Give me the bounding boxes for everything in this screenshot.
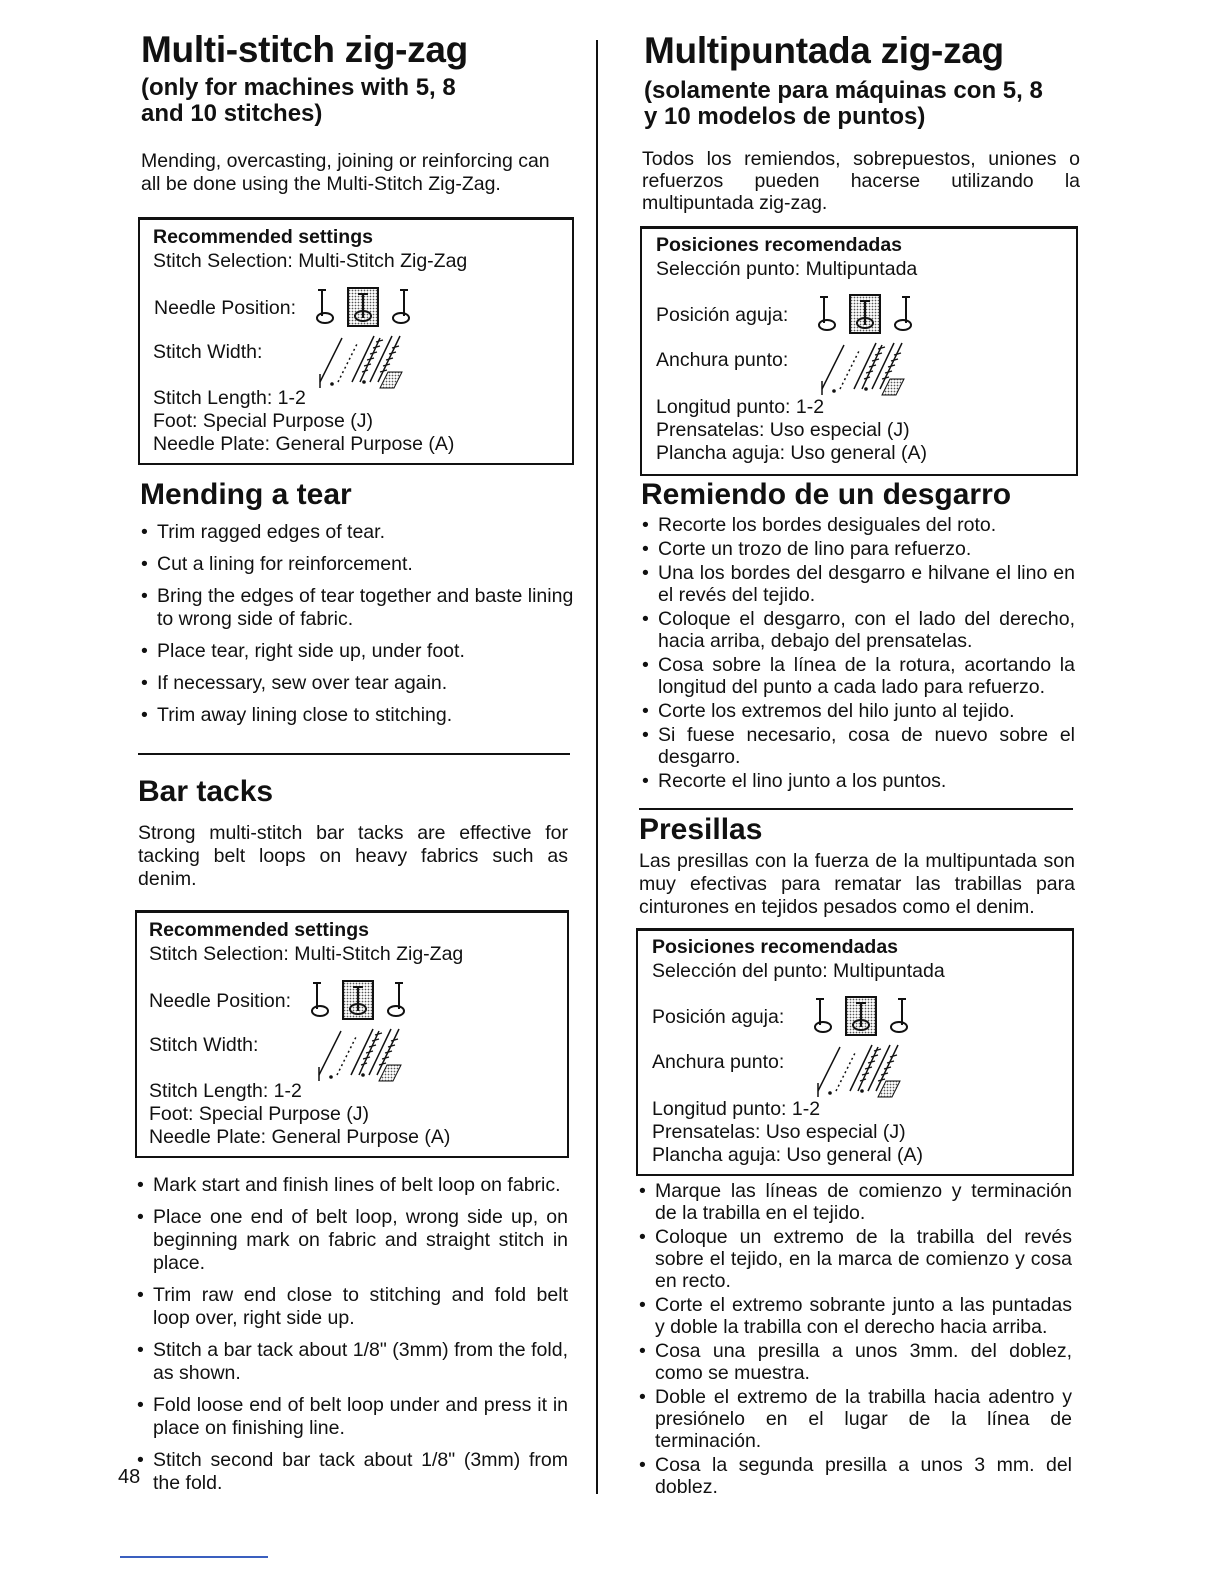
- recommended-settings-box: [640, 226, 1078, 476]
- section-divider: [138, 753, 570, 755]
- mending-heading: Mending a tear: [140, 478, 352, 511]
- list-item: • Una los bordes del desgarro e hilvane el lino en el revés del tejido.: [641, 562, 1075, 606]
- settings-heading: Posiciones recomendadas: [652, 936, 899, 958]
- stitch-width-label: Stitch Width:: [149, 1034, 259, 1056]
- needle-position-icon: [307, 979, 419, 1023]
- list-item: • Place one end of belt loop, wrong side up, on beginning mark on fabric and straight stitch in place.: [136, 1206, 568, 1275]
- list-item: • Coloque un extremo de la trabilla del revés sobre el tejido, en la marca de comienzo y cosa en recto.: [638, 1226, 1072, 1292]
- settings-heading: Recommended settings: [149, 919, 369, 941]
- subtitle-line: y 10 modelos de puntos): [644, 103, 926, 130]
- footer-rule: [120, 1556, 268, 1558]
- bar-tacks-heading: Bar tacks: [138, 775, 274, 808]
- needle-position-icon: [810, 995, 922, 1039]
- bar-tack-steps: [136, 1174, 568, 1495]
- list-item: • Fold loose end of belt loop under and press it in place on finishing line.: [136, 1394, 568, 1440]
- list-item: • Doble el extremo de la trabilla hacia adentro y presiónelo en el lugar de la línea de terminación.: [638, 1386, 1072, 1452]
- needle-position-label: Posición aguja:: [652, 1005, 785, 1028]
- stitch-selection: Selección del punto: Multipuntada: [652, 960, 945, 982]
- page-subtitle: [141, 75, 456, 127]
- section-divider: [639, 808, 1073, 810]
- subtitle-line: (only for machines with 5, 8: [141, 74, 456, 101]
- bar-tacks-heading: Presillas: [639, 813, 763, 846]
- list-item: • Cosa sobre la línea de la rotura, acortando la longitud del punto a cada lado para refuerzo.: [641, 654, 1075, 698]
- stitch-width-label: Stitch Width:: [153, 341, 263, 363]
- list-item: • Stitch a bar tack about 1/8" (3mm) from the fold, as shown.: [136, 1339, 568, 1385]
- list-item: • Corte los extremos del hilo junto al tejido.: [641, 700, 1075, 722]
- mending-heading: Remiendo de un desgarro: [641, 478, 1012, 511]
- needle-position-label: Posición aguja:: [656, 303, 789, 326]
- list-item: • Cosa la segunda presilla a unos 3 mm. del doblez.: [638, 1454, 1072, 1498]
- needle-position-row: [652, 995, 922, 1039]
- needle-position-row: [149, 979, 419, 1023]
- page-number: 48: [118, 1466, 141, 1488]
- needle-plate: Plancha aguja: Uso general (A): [652, 1144, 923, 1166]
- needle-position-label: Needle Position:: [149, 989, 292, 1012]
- settings-heading: Posiciones recomendadas: [656, 234, 903, 256]
- list-item: • Si fuese necesario, cosa de nuevo sobre el desgarro.: [641, 724, 1075, 768]
- subtitle-line: (solamente para máquinas con 5, 8: [644, 77, 1043, 104]
- stitch-width-label: Anchura punto:: [656, 349, 789, 371]
- list-item: • Corte un trozo de lino para refuerzo.: [641, 538, 1075, 560]
- stitch-selection: Stitch Selection: Multi-Stitch Zig-Zag: [153, 250, 468, 272]
- list-item: • Cosa una presilla a unos 3mm. del doblez, como se muestra.: [638, 1340, 1072, 1384]
- stitch-length: Stitch Length: 1-2: [149, 1080, 302, 1102]
- stitch-width-icon: [814, 1041, 906, 1099]
- page-subtitle: [644, 78, 1043, 130]
- bar-tack-steps: [638, 1180, 1072, 1498]
- bar-tacks-intro: Las presillas con la fuerza de la multipuntada son muy efectivas para rematar las trabillas para cinturones en tejidos pesados como el denim.: [639, 850, 1075, 918]
- list-item: • Marque las líneas de comienzo y terminación de la trabilla en el tejido.: [638, 1180, 1072, 1224]
- stitch-selection: Selección punto: Multipuntada: [656, 258, 918, 280]
- list-item: • Place tear, right side up, under foot.: [140, 640, 578, 663]
- stitch-width-icon: [316, 332, 408, 390]
- needle-position-label: Needle Position:: [154, 296, 297, 319]
- needle-position-row: [656, 293, 926, 337]
- needle-plate: Plancha aguja: Uso general (A): [656, 442, 927, 464]
- needle-plate: Needle Plate: General Purpose (A): [149, 1126, 451, 1148]
- stitch-width-icon: [315, 1025, 407, 1083]
- presser-foot: Foot: Special Purpose (J): [149, 1103, 370, 1125]
- list-item: • Bring the edges of tear together and baste lining to wrong side of fabric.: [140, 585, 578, 631]
- recommended-settings-box: [135, 910, 569, 1158]
- stitch-width-label: Anchura punto:: [652, 1051, 785, 1073]
- intro-paragraph: Mending, overcasting, joining or reinforcing can all be done using the Multi-Stitch Zig-Zag.: [141, 150, 550, 195]
- list-item: • Cut a lining for reinforcement.: [140, 553, 578, 576]
- page-title: Multi-stitch zig-zag: [141, 29, 468, 70]
- list-item: • Trim raw end close to stitching and fold belt loop over, right side up.: [136, 1284, 568, 1330]
- list-item: • Coloque el desgarro, con el lado del derecho, hacia arriba, debajo del prensatelas.: [641, 608, 1075, 652]
- needle-position-icon: [814, 293, 926, 337]
- settings-heading: Recommended settings: [153, 226, 373, 248]
- mending-steps: [140, 521, 578, 727]
- mending-steps: [641, 514, 1075, 792]
- list-item: • Recorte los bordes desiguales del roto.: [641, 514, 1075, 536]
- column-divider: [596, 40, 598, 1494]
- list-item: • Recorte el lino junto a los puntos.: [641, 770, 1075, 792]
- stitch-length: Longitud punto: 1-2: [656, 396, 825, 418]
- list-item: • If necessary, sew over tear again.: [140, 672, 578, 695]
- presser-foot: Prensatelas: Uso especial (J): [652, 1121, 906, 1143]
- needle-position-row: [154, 286, 424, 330]
- recommended-settings-box: [138, 217, 574, 465]
- presser-foot: Prensatelas: Uso especial (J): [656, 419, 910, 441]
- presser-foot: Foot: Special Purpose (J): [153, 410, 374, 432]
- needle-plate: Needle Plate: General Purpose (A): [153, 433, 455, 455]
- recommended-settings-box: [636, 928, 1074, 1176]
- list-item: • Trim away lining close to stitching.: [140, 704, 578, 727]
- intro-paragraph: Todos los remiendos, sobrepuestos, uniones o refuerzos pueden hacerse utilizando la multipuntada zig-zag.: [642, 148, 1080, 214]
- stitch-selection: Stitch Selection: Multi-Stitch Zig-Zag: [149, 943, 464, 965]
- stitch-width-icon: [818, 339, 910, 397]
- stitch-length: Longitud punto: 1-2: [652, 1098, 821, 1120]
- list-item: • Corte el extremo sobrante junto a las puntadas y doble la trabilla con el derecho hacia arriba.: [638, 1294, 1072, 1338]
- list-item: • Stitch second bar tack about 1/8" (3mm) from the fold.: [136, 1449, 568, 1495]
- subtitle-line: and 10 stitches): [141, 100, 323, 127]
- page-title: Multipuntada zig-zag: [644, 30, 1004, 71]
- list-item: • Trim ragged edges of tear.: [140, 521, 578, 544]
- bar-tacks-intro: Strong multi-stitch bar tacks are effective for tacking belt loops on heavy fabrics such as denim.: [138, 822, 568, 890]
- stitch-length: Stitch Length: 1-2: [153, 387, 306, 409]
- needle-position-icon: [312, 286, 424, 330]
- list-item: • Mark start and finish lines of belt loop on fabric.: [136, 1174, 568, 1197]
